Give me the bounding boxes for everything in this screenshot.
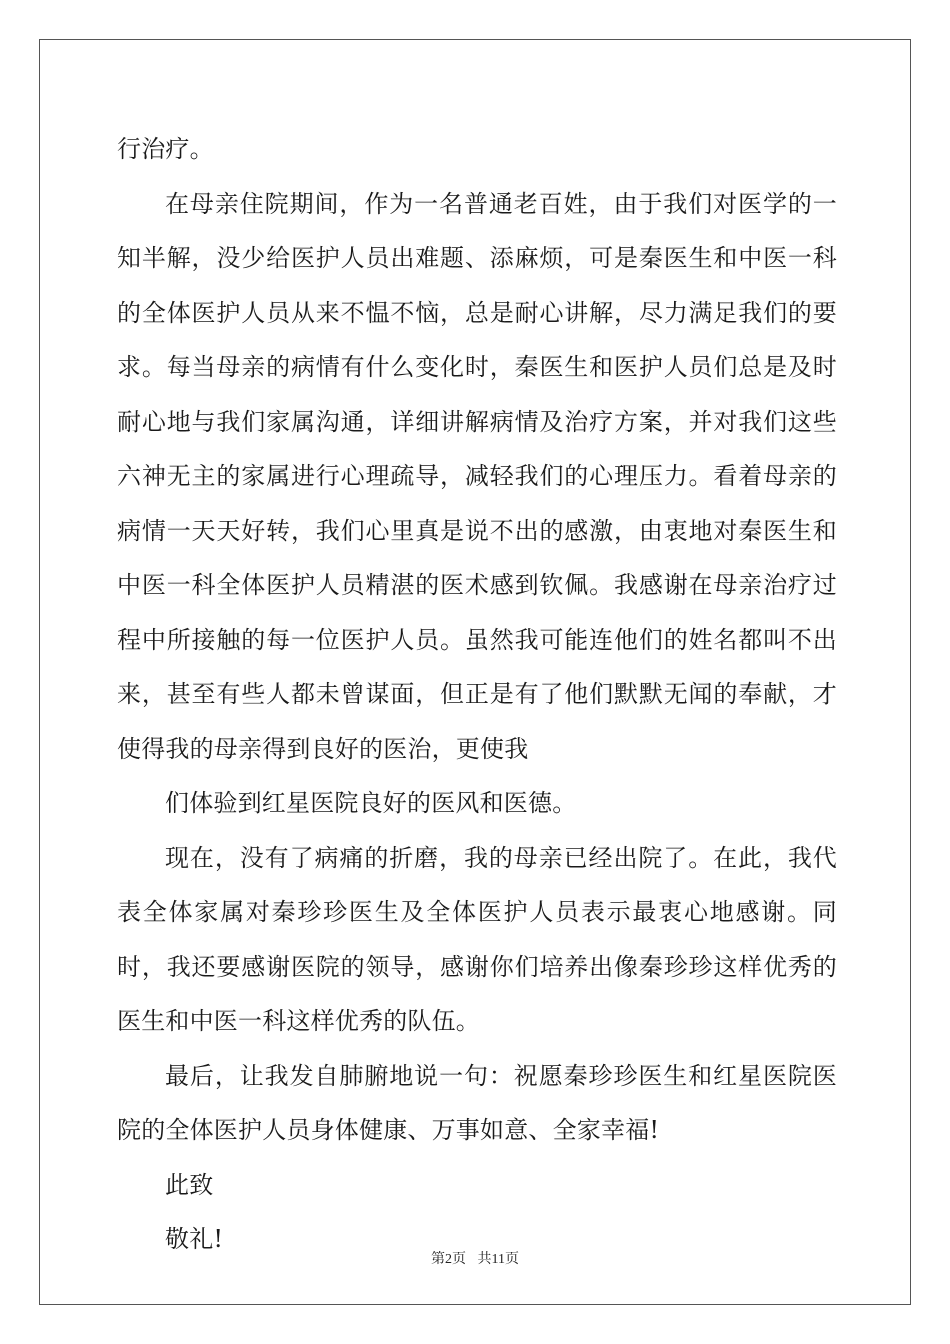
- closing-cizhi: 此致: [165, 1170, 214, 1199]
- page-footer: [0, 1248, 950, 1268]
- page-total: 共11页: [477, 1252, 519, 1267]
- paragraph-hospital-stay: 在母亲住院期间，作为一名普通老百姓，由于我们对医学的一知半解，没少给医护人员出难题、添麻烦，可是秦医生和中医一科的全体医护人员从来不愠不恼，总是耐心讲解，尽力满足我们的要求。每当母亲的病情有什么变化时，秦医生和医护人员们总是及时耐心地与我们家属沟通，详细讲解病情及治疗方案，并对我们这些六神无主的家属进行心理疏导，减轻我们的心理压力。看着母亲的病情一天天好转，我们心里真是说不出的感激，由衷地对秦医生和中医一科全体医护人员精湛的医术感到钦佩。我感谢在母亲治疗过程中所接触的每一位医护人员。虽然我可能连他们的姓名都叫不出来，甚至有些人都未曾谋面，但正是有了他们默默无闻的奉献，才使得我的母亲得到良好的医治，更使我: [117, 189, 837, 763]
- closing-jingli: 敬礼!: [165, 1225, 224, 1253]
- paragraph-final-wishes: 最后，让我发自肺腑地说一句：祝愿秦珍珍医生和红星医院医院的全体医护人员身体健康、万事如意、全家幸福!: [117, 1061, 837, 1144]
- paragraph-hospital-virtue: 们体验到红星医院良好的医风和医德。: [165, 789, 577, 817]
- paragraph-continuation: 行治疗。: [117, 135, 214, 163]
- letter-body: [117, 122, 837, 1267]
- paragraph-discharge-thanks: 现在，没有了病痛的折磨，我的母亲已经出院了。在此，我代表全体家属对秦珍珍医生及全体医护人员表示最衷心地感谢。同时，我还要感谢医院的领导，感谢你们培养出像秦珍珍这样优秀的医生和中医一科这样优秀的队伍。: [117, 843, 837, 1035]
- page-number: 第2页: [431, 1252, 466, 1267]
